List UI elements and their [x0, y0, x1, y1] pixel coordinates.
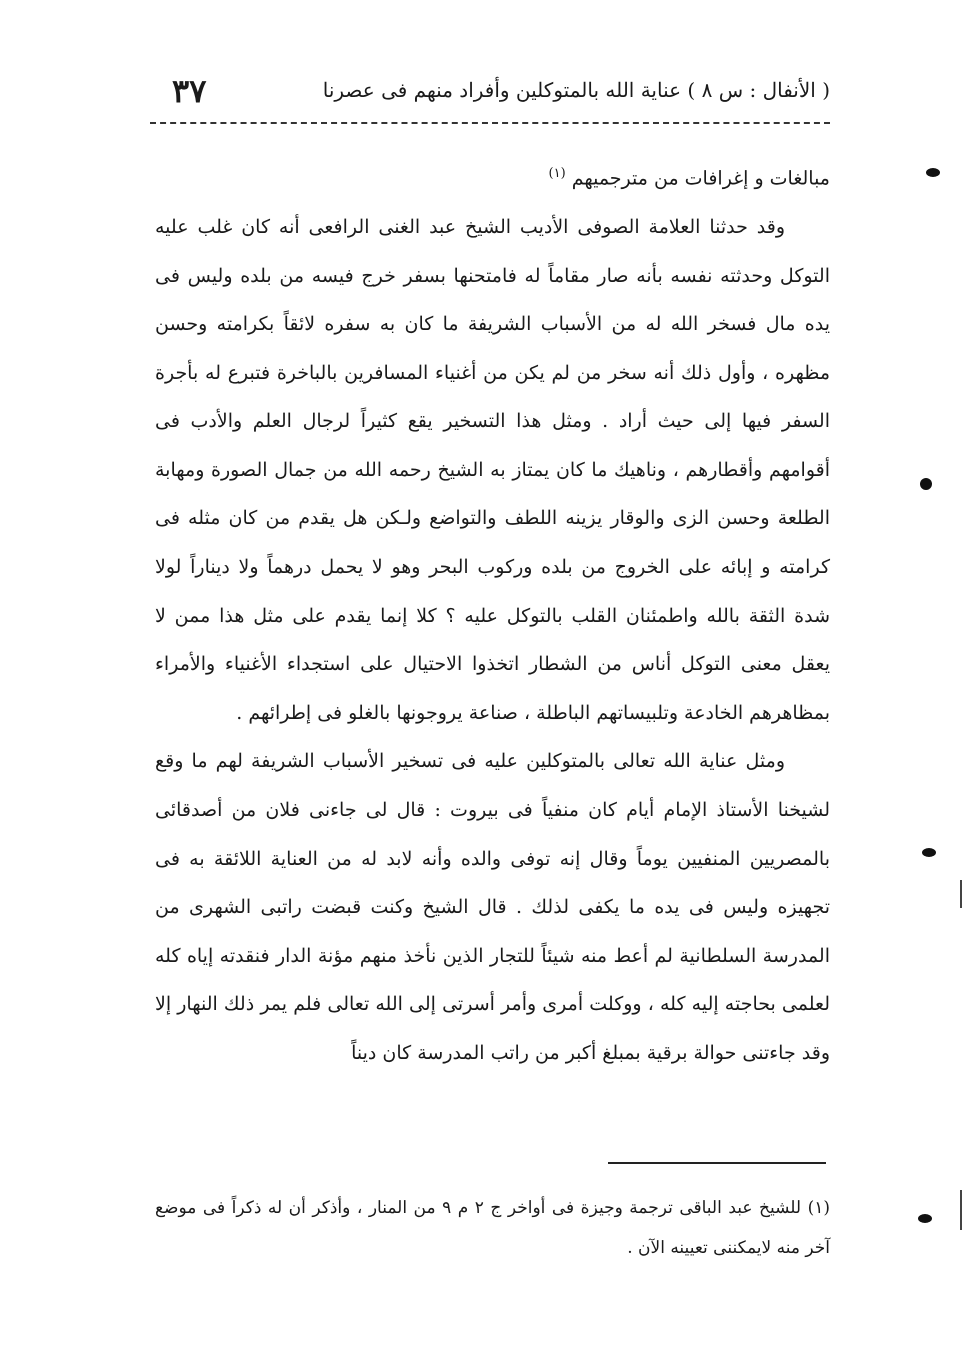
scan-mark — [960, 880, 962, 908]
page-header — [150, 72, 830, 116]
paragraph: وقد حدثنا العلامة الصوفى الأديب الشيخ عبد الغنى الرافعى أنه كان غلب عليه التوكل وحدثته نفسه بأنه صار مقاماً له فامتحنها بسفر خرج فيسه من بلده وليس فى يده مال فسخر الله له من الأسباب الشريفة ما كان به سفره لائقاً بكرامته وحسن مظهره ، وأول ذلك أنه سخر من لم يكن من أغنياء المسافرين بالباخرة فتبرع له بأجرة السفر فيها إلى حيث أراد . ومثل هذا التسخير يقع كثيراً لرجال العلم والأدب فى أقوامهم وأقطارهم ، وناهيك ما كان يمتاز به الشيخ رحمه الله من جمال الصورة ومهابة الطلعة وحسن الزى والوقار يزينه اللطف والتواضع ولـكن هل يقدم من كان مثله فى كرامته و إبائه على الخروج من بلده وركوب البحر وهو لا يحمل درهماً ولا ديناراً لولا شدة الثقة بالله واطمئنان القلب بالتوكل عليه ؟ كلا إنما يقدم على مثل هذا ممن لا يعقل معنى التوكل أناس من الشطار اتخذوا الاحتيال على استجداء الأغنياء والأمراء بمظاهرهم الخادعة وتلبيساتهم الباطلة ، صناعة يروجونها بالغلو فى إطرائهم . — [155, 215, 830, 724]
paragraph-continuation — [155, 150, 830, 203]
ink-blot — [922, 848, 936, 857]
header-divider — [150, 122, 830, 124]
page-number: ٣٧ — [172, 72, 207, 110]
ink-blot — [926, 168, 940, 177]
paragraph-text: مبالغات و إغرافات من مترجميهم — [571, 167, 830, 190]
ink-blot — [918, 1214, 932, 1223]
footnote-divider — [608, 1162, 826, 1164]
footnote-reference: (١) — [548, 166, 566, 181]
scan-mark — [960, 1190, 962, 1230]
footnote: (١) للشيخ عبد الباقى ترجمة وجيزة فى أواخر ج ٢ م ٩ من المنار ، وأذكر أن له ذكراً فى موضع آخر منه لايمكننى تعيينه الآن . — [155, 1198, 830, 1258]
ink-blot — [920, 478, 932, 490]
paragraph: ومثل عناية الله تعالى بالمتوكلين عليه فى تسخير الأسباب الشريفة لهم ما وقع لشيخنا الأستاذ الإمام أيام كان منفياً فى بيروت : قال لى جاءنى فلان من أصدقائى بالمصريين المنفيين يوماً وقال إنه توفى والده وأنه لابد له من العناية اللائقة به فى تجهيزه وليس فى يده ما يكفى لذلك . قال الشيخ وكنت قبضت راتبى الشهرى من المدرسة السلطانية لم أعط منه شيئاً للتجار الذين نأخذ منهم مؤنة الدار فنقدته إياه كله لعلمى بحاجته إليه كله ، ووكلت أمرى وأمر أسرتى إلى الله تعالى فلم يمر ذلك النهار إلا وقد جاءتنى حوالة برقية بمبلغ أكبر من راتب المدرسة كان ديناً — [155, 750, 830, 1065]
main-text — [155, 150, 830, 1078]
running-title: ( الأنفال : س ٨ ) عناية الله بالمتوكلين وأفراد منهم فى عصرنا — [322, 78, 830, 102]
